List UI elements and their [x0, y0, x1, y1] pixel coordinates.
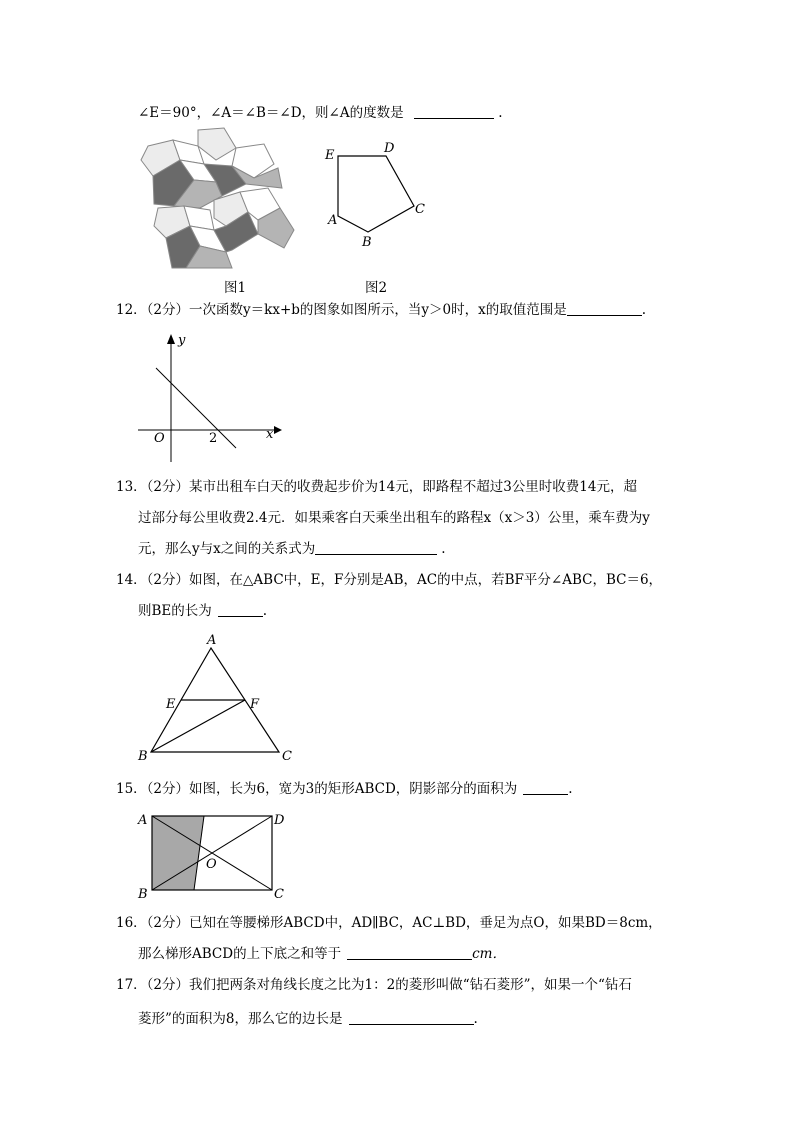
- label-A: A: [138, 813, 148, 828]
- q13-answer-blank[interactable]: [315, 541, 437, 555]
- triangle-figure: [132, 630, 302, 766]
- fig2-caption: 图2: [365, 280, 388, 296]
- label-D: D: [384, 141, 395, 156]
- pentagon-figure: [322, 138, 430, 250]
- q16-line2: 那么梯形ABCD的上下底之和等于: [138, 946, 342, 962]
- q14-line2-row: [138, 602, 267, 620]
- q11-end: .: [498, 105, 503, 121]
- q17-line1: 17．（2分）我们把两条对角线长度之比为1：2的菱形叫做“钻石菱形”，如果一个“钻石: [116, 977, 632, 993]
- rectangle-figure: [134, 808, 294, 900]
- q15-line1: 15．（2分）如图，长为6，宽为3的矩形ABCD，阴影部分的面积为: [116, 781, 518, 797]
- q14-line1: 14．（2分）如图，在△ABC中，E，F分别是AB，AC的中点，若BF平分∠ABC，BC＝6，: [116, 572, 663, 588]
- q13-line1: 13．（2分）某市出租车白天的收费起步价为14元，即路程不超过3公里时收费14元，超: [116, 479, 637, 495]
- label-C: C: [415, 202, 425, 217]
- pentagon-tiling-figure: [136, 126, 300, 272]
- q16-end: cm．: [472, 946, 506, 962]
- label-C: C: [274, 887, 284, 900]
- q14-end: .: [262, 603, 268, 619]
- label-A: A: [328, 213, 338, 228]
- label-E: E: [325, 148, 335, 163]
- q16-line1: 16．（2分）已知在等腰梯形ABCD中，AD∥BC，AC⊥BD，垂足为点O，如果BD＝8cm，: [116, 915, 662, 931]
- q12-text: [116, 301, 646, 319]
- q12-answer-blank[interactable]: [567, 302, 642, 316]
- q15-answer-blank[interactable]: [523, 781, 568, 795]
- function-line: [156, 368, 236, 448]
- q14-answer-blank[interactable]: [218, 603, 263, 617]
- tile: [198, 128, 236, 160]
- q11-text: [138, 104, 502, 122]
- pentagon-ABCDE: [338, 156, 414, 232]
- linear-function-graph: [136, 330, 282, 464]
- q17-end: .: [473, 1011, 478, 1027]
- label-B: B: [138, 749, 148, 764]
- label-O: O: [206, 857, 217, 872]
- q12-end: .: [641, 302, 647, 318]
- q13-line3: 元，那么y与x之间的关系式为: [138, 541, 316, 557]
- axis-label-x: x: [266, 427, 274, 442]
- label-A: A: [207, 633, 217, 648]
- label-C: C: [282, 749, 292, 764]
- q13-line3-row: [138, 540, 446, 558]
- q17-answer-blank[interactable]: [349, 1011, 474, 1025]
- q13-line2: 过部分每公里收费2.4元．如果乘客白天乘坐出租车的路程x（x＞3）公里，乘车费为y: [138, 510, 650, 526]
- label-D: D: [274, 813, 285, 828]
- q15-end: .: [568, 781, 573, 797]
- q12-line: 12．（2分）一次函数y＝kx+b的图象如图所示，当y＞0时，x的取值范围是: [116, 302, 567, 318]
- q17-line2-row: [138, 1010, 478, 1028]
- q11-answer-blank[interactable]: [414, 105, 494, 119]
- label-B: B: [138, 887, 148, 900]
- x-intercept-label: 2: [209, 431, 218, 446]
- label-B: B: [362, 235, 372, 250]
- q16-answer-blank[interactable]: [347, 946, 472, 960]
- shaded-region: [152, 816, 204, 890]
- axis-label-y: y: [178, 333, 186, 348]
- q17-line2: 菱形”的面积为8，那么它的边长是: [138, 1011, 343, 1027]
- fig1-caption: 图1: [224, 280, 247, 296]
- label-E: E: [166, 697, 176, 712]
- q13-end: .: [441, 541, 446, 557]
- q11-line: ∠E＝90°，∠A＝∠B＝∠D，则∠A的度数是: [138, 105, 404, 121]
- label-F: F: [250, 697, 260, 712]
- origin-label: O: [154, 431, 165, 446]
- q15-row: [116, 780, 573, 798]
- q16-line2-row: [138, 945, 506, 963]
- q14-line2: 则BE的长为: [138, 603, 212, 619]
